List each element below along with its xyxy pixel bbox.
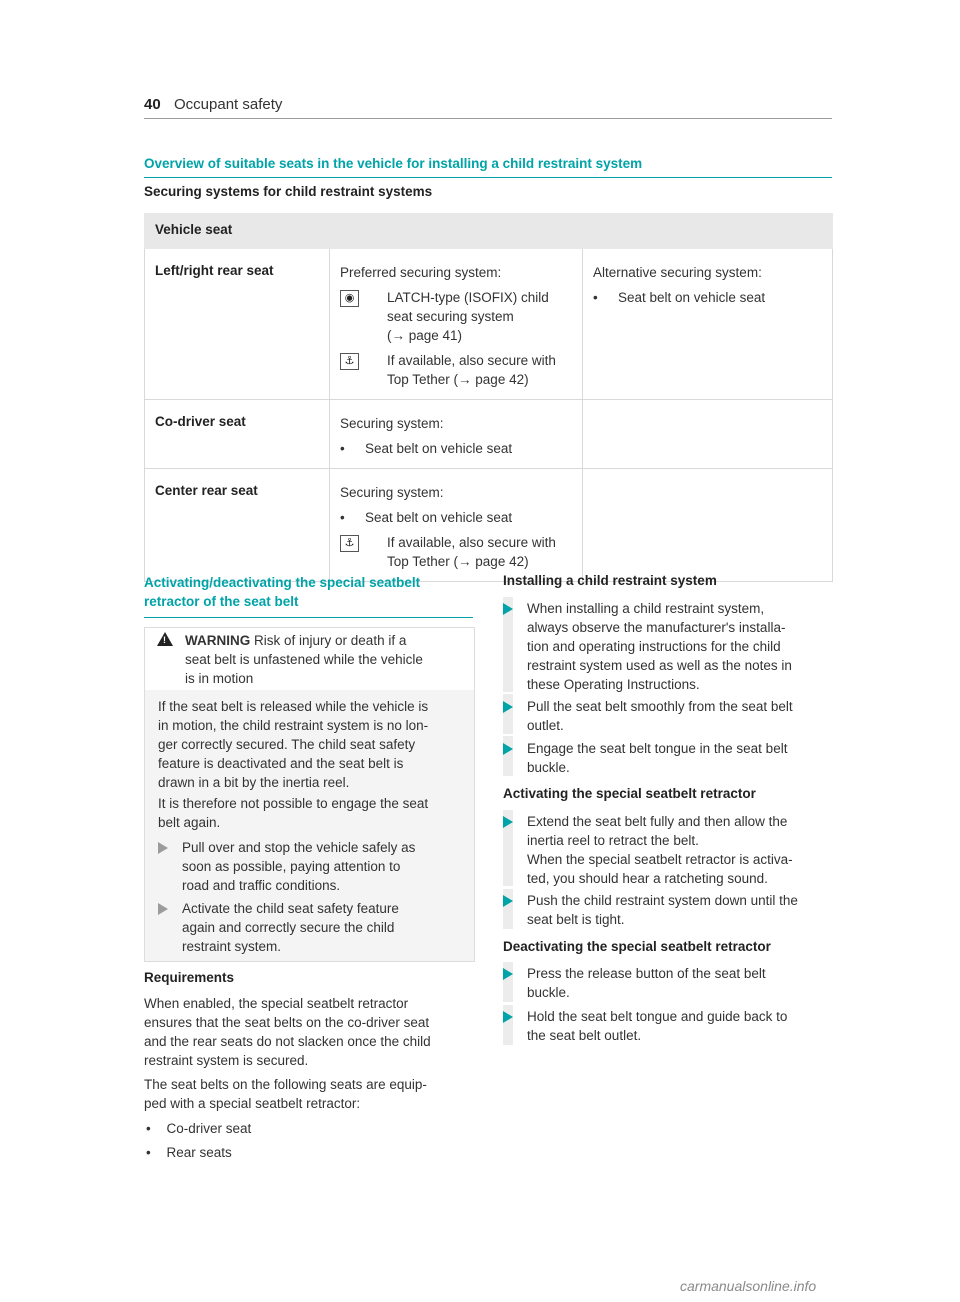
activating-retractor-title: Activating the special seatbelt retractor bbox=[503, 786, 756, 801]
deactivating-retractor-title: Deactivating the special seatbelt retractor bbox=[503, 939, 771, 954]
page-header bbox=[144, 96, 832, 119]
bullet-icon: • bbox=[593, 290, 598, 305]
text-line: soon as possible, paying attention to bbox=[182, 859, 401, 874]
text-line: restraint system used as well as the notes in bbox=[527, 658, 792, 673]
item-text: seat securing system bbox=[387, 309, 514, 324]
top-tether-item bbox=[340, 533, 572, 571]
step-bar bbox=[503, 694, 513, 734]
list-item bbox=[146, 1143, 232, 1162]
table-header-row bbox=[145, 214, 833, 249]
watermark: carmanualsonline.info bbox=[680, 1278, 817, 1294]
text-line: always observe the manufacturer's installa- bbox=[527, 620, 786, 635]
requirements-title: Requirements bbox=[144, 970, 235, 985]
step-arrow-icon bbox=[158, 903, 168, 915]
item-text: If available, also secure with bbox=[387, 535, 556, 550]
text-line: ger correctly secured. The child seat safety bbox=[158, 737, 416, 752]
securing-system-cell bbox=[330, 400, 583, 469]
preferred-system-cell bbox=[330, 249, 583, 400]
warning-line: Risk of injury or death if a bbox=[254, 633, 407, 648]
text-line: Extend the seat belt fully and then allow the bbox=[527, 814, 788, 829]
warning-paragraph bbox=[158, 697, 468, 792]
warning-line: seat belt is unfastened while the vehicle bbox=[185, 652, 423, 667]
step-arrow-icon bbox=[503, 968, 513, 980]
step-arrow-icon bbox=[503, 895, 513, 907]
bullet-icon: • bbox=[146, 1121, 151, 1136]
isofix-icon: ◉ bbox=[340, 290, 359, 307]
cell-intro: Alternative securing system: bbox=[593, 265, 762, 280]
table-row bbox=[145, 469, 833, 582]
item-text: Rear seats bbox=[166, 1145, 232, 1160]
empty-cell bbox=[583, 469, 833, 582]
page-link[interactable]: Top Tether (→ page 42) bbox=[387, 372, 529, 387]
text-line: When enabled, the special seatbelt retractor bbox=[144, 996, 409, 1011]
text-line: outlet. bbox=[527, 718, 564, 733]
list-item bbox=[593, 288, 822, 307]
text-line: belt again. bbox=[158, 815, 221, 830]
text-line: If the seat belt is released while the vehicle is bbox=[158, 699, 429, 714]
step-arrow-icon bbox=[503, 816, 513, 828]
item-text: Seat belt on vehicle seat bbox=[365, 510, 513, 525]
text-line: When the special seatbelt retractor is activa- bbox=[527, 852, 793, 867]
step-arrow-icon bbox=[158, 842, 168, 854]
overview-title: Overview of suitable seats in the vehicle for installing a child restraint system bbox=[144, 156, 832, 178]
text-line: road and traffic conditions. bbox=[182, 878, 341, 893]
securing-systems-subtitle: Securing systems for child restraint systems bbox=[144, 184, 433, 199]
text-line: again and correctly secure the child bbox=[182, 920, 395, 935]
cell-intro: Securing system: bbox=[340, 416, 444, 431]
seat-name: Left/right rear seat bbox=[145, 249, 330, 400]
isofix-item bbox=[340, 288, 572, 345]
warning-box bbox=[144, 627, 475, 962]
text-line: the seat belt outlet. bbox=[527, 1028, 642, 1043]
text-line: feature is deactivated and the seat belt is bbox=[158, 756, 404, 771]
text-line: in motion, the child restraint system is no lon- bbox=[158, 718, 429, 733]
page-link[interactable]: (→ page 41) bbox=[387, 328, 463, 343]
table-row bbox=[145, 249, 833, 400]
top-tether-item bbox=[340, 351, 572, 389]
list-item bbox=[340, 508, 572, 527]
warning-label: WARNING bbox=[185, 633, 251, 648]
item-text: If available, also secure with bbox=[387, 353, 556, 368]
seat-name: Center rear seat bbox=[145, 469, 330, 582]
text-line: drawn in a bit by the inertia reel. bbox=[158, 775, 350, 790]
seats-table bbox=[144, 213, 833, 582]
text-line: Push the child restraint system down until the bbox=[527, 893, 798, 908]
step-arrow-icon bbox=[503, 743, 513, 755]
text-line: Activate the child seat safety feature bbox=[182, 901, 399, 916]
item-text: LATCH-type (ISOFIX) child bbox=[387, 290, 549, 305]
bullet-icon: • bbox=[146, 1145, 151, 1160]
text-line: Press the release button of the seat belt bbox=[527, 966, 766, 981]
step-arrow-icon bbox=[503, 603, 513, 615]
page-number: 40 bbox=[144, 96, 161, 113]
securing-system-cell bbox=[330, 469, 583, 582]
text-line: buckle. bbox=[527, 760, 570, 775]
list-item bbox=[146, 1119, 251, 1138]
warning-paragraph bbox=[158, 794, 468, 832]
item-text: Seat belt on vehicle seat bbox=[365, 441, 513, 456]
text-line: ped with a special seatbelt retractor: bbox=[144, 1096, 361, 1111]
step-arrow-icon bbox=[503, 701, 513, 713]
text-line: Pull the seat belt smoothly from the seat belt bbox=[527, 699, 793, 714]
activating-title bbox=[144, 573, 473, 618]
installing-title: Installing a child restraint system bbox=[503, 573, 717, 588]
text-line: It is therefore not possible to engage the seat bbox=[158, 796, 429, 811]
page-link[interactable]: Top Tether (→ page 42) bbox=[387, 554, 529, 569]
table-row bbox=[145, 400, 833, 469]
table-header-cell: Vehicle seat bbox=[145, 214, 833, 249]
text-line: Pull over and stop the vehicle safely as bbox=[182, 840, 416, 855]
warning-triangle-icon: ! bbox=[157, 632, 173, 646]
warning-body bbox=[145, 690, 474, 961]
text-line: these Operating Instructions. bbox=[527, 677, 700, 692]
requirements-paragraph bbox=[144, 1075, 474, 1113]
cell-intro: Preferred securing system: bbox=[340, 265, 502, 280]
text-line: and the rear seats do not slacken once the child bbox=[144, 1034, 431, 1049]
text-line: ensures that the seat belts on the co-driver seat bbox=[144, 1015, 430, 1030]
text-line: restraint system. bbox=[182, 939, 282, 954]
step-bar bbox=[503, 736, 513, 776]
warning-header bbox=[145, 628, 474, 690]
item-text: Seat belt on vehicle seat bbox=[618, 290, 766, 305]
text-line: Engage the seat belt tongue in the seat belt bbox=[527, 741, 788, 756]
step-arrow-icon bbox=[503, 1011, 513, 1023]
top-tether-icon: ⚓ bbox=[340, 535, 359, 552]
empty-cell bbox=[583, 400, 833, 469]
top-tether-icon: ⚓ bbox=[340, 353, 359, 370]
list-item bbox=[340, 439, 572, 458]
text-line: The seat belts on the following seats are equip- bbox=[144, 1077, 427, 1092]
text-line: When installing a child restraint system, bbox=[527, 601, 765, 616]
bullet-icon: • bbox=[340, 510, 345, 525]
alternative-system-cell bbox=[583, 249, 833, 400]
seat-name: Co-driver seat bbox=[145, 400, 330, 469]
text-line: buckle. bbox=[527, 985, 570, 1000]
warning-line: is in motion bbox=[185, 671, 254, 686]
text-line: Hold the seat belt tongue and guide back to bbox=[527, 1009, 788, 1024]
text-line: seat belt is tight. bbox=[527, 912, 625, 927]
cell-intro: Securing system: bbox=[340, 485, 444, 500]
text-line: ted, you should hear a ratcheting sound. bbox=[527, 871, 768, 886]
text-line: inertia reel to retract the belt. bbox=[527, 833, 699, 848]
bullet-icon: • bbox=[340, 441, 345, 456]
title-line: Activating/deactivating the special seatbelt bbox=[144, 575, 421, 590]
text-line: tion and operating instructions for the child bbox=[527, 639, 781, 654]
requirements-paragraph bbox=[144, 994, 474, 1070]
item-text: Co-driver seat bbox=[166, 1121, 252, 1136]
text-line: restraint system is secured. bbox=[144, 1053, 309, 1068]
title-line: retractor of the seat belt bbox=[144, 594, 299, 609]
warning-text bbox=[185, 631, 465, 688]
section-title: Occupant safety bbox=[174, 96, 283, 113]
